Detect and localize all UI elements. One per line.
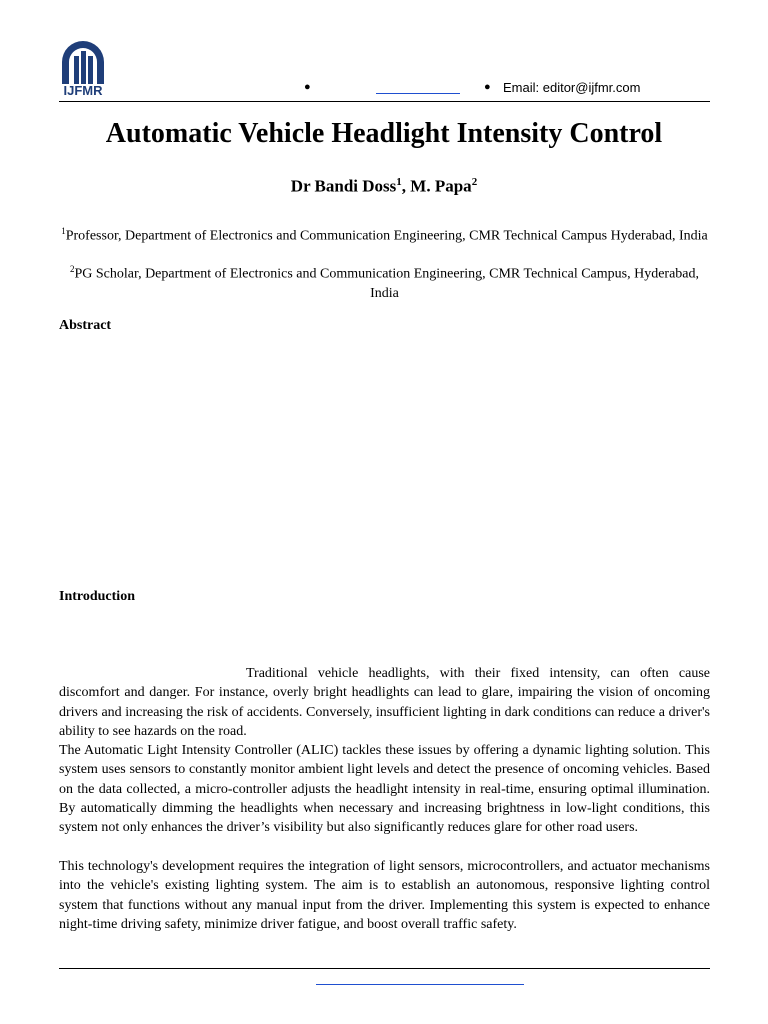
header-bullet-1: ● — [304, 81, 311, 93]
author-2-name: M. Papa — [410, 176, 472, 196]
paragraph-text: Traditional vehicle headlights, with their fixed intensity, can often cause discomfort and danger. For instance, overly bright headlights can lead to glare, impairing the vision of oncoming drivers and increasing the risk of accidents. Conversely, insufficient lighting in dark conditions can reduce a driver's ability to see hazards on the road. — [59, 666, 710, 739]
author-separator: , — [401, 176, 411, 196]
introduction-paragraph-1 — [59, 664, 710, 741]
introduction-paragraph-2 — [59, 741, 710, 837]
header-link-underline[interactable] — [376, 93, 460, 94]
introduction-heading: Introduction — [59, 589, 135, 604]
footer-link-underline[interactable] — [316, 984, 524, 985]
journal-logo — [59, 40, 107, 100]
author-2-mark: 2 — [471, 176, 478, 188]
affiliation-1 — [59, 222, 710, 246]
author-1-name: Dr Bandi Doss — [290, 176, 397, 196]
header-divider — [59, 101, 710, 102]
affiliation-2 — [59, 260, 710, 303]
affiliation-2-text: PG Scholar, Department of Electronics and Communication Engineering, CMR Technical Campus, Hyderabad, India — [74, 266, 700, 301]
abstract-heading: Abstract — [59, 318, 112, 333]
introduction-paragraph-3 — [59, 857, 710, 934]
author-1-mark: 1 — [396, 176, 402, 188]
journal-logo-icon — [59, 40, 107, 84]
header-email[interactable]: Email: editor@ijfmr.com — [503, 80, 641, 95]
affiliation-1-mark: 1 — [61, 226, 66, 236]
paragraph-text: The Automatic Light Intensity Controller (ALIC) tackles these issues by offering a dynamic lighting solution. This system uses sensors to constantly monitor ambient light levels and detect the presence of oncoming vehicles. Based on the data collected, a micro-controller adjusts the headlight intensity in real-time, ensuring optimal illumination. By automatically dimming the headlights when necessary and increasing brightness in low-light conditions, this system not only enhances the driver’s visibility but also significantly reduces glare for other road users. — [59, 743, 710, 836]
affiliation-1-text: Professor, Department of Electronics and Communication Engineering, CMR Technical Campus Hyderabad, India — [65, 228, 708, 244]
footer-divider — [59, 968, 710, 969]
paper-title: Automatic Vehicle Headlight Intensity Control — [105, 118, 663, 149]
journal-logo-text: IJFMR — [63, 83, 103, 98]
paper-authors — [40, 176, 728, 197]
header-bullet-2: ● — [484, 81, 491, 93]
paragraph-text: This technology's development requires the integration of light sensors, microcontrollers, and actuator mechanisms into the vehicle's existing lighting system. The aim is to establish an autonomous, responsive lighting control system that functions without any manual input from the driver. Implementing this system is expected to enhance night-time driving safety, minimize driver fatigue, and boost overall traffic safety. — [59, 859, 710, 932]
affiliation-2-mark: 2 — [69, 264, 75, 274]
